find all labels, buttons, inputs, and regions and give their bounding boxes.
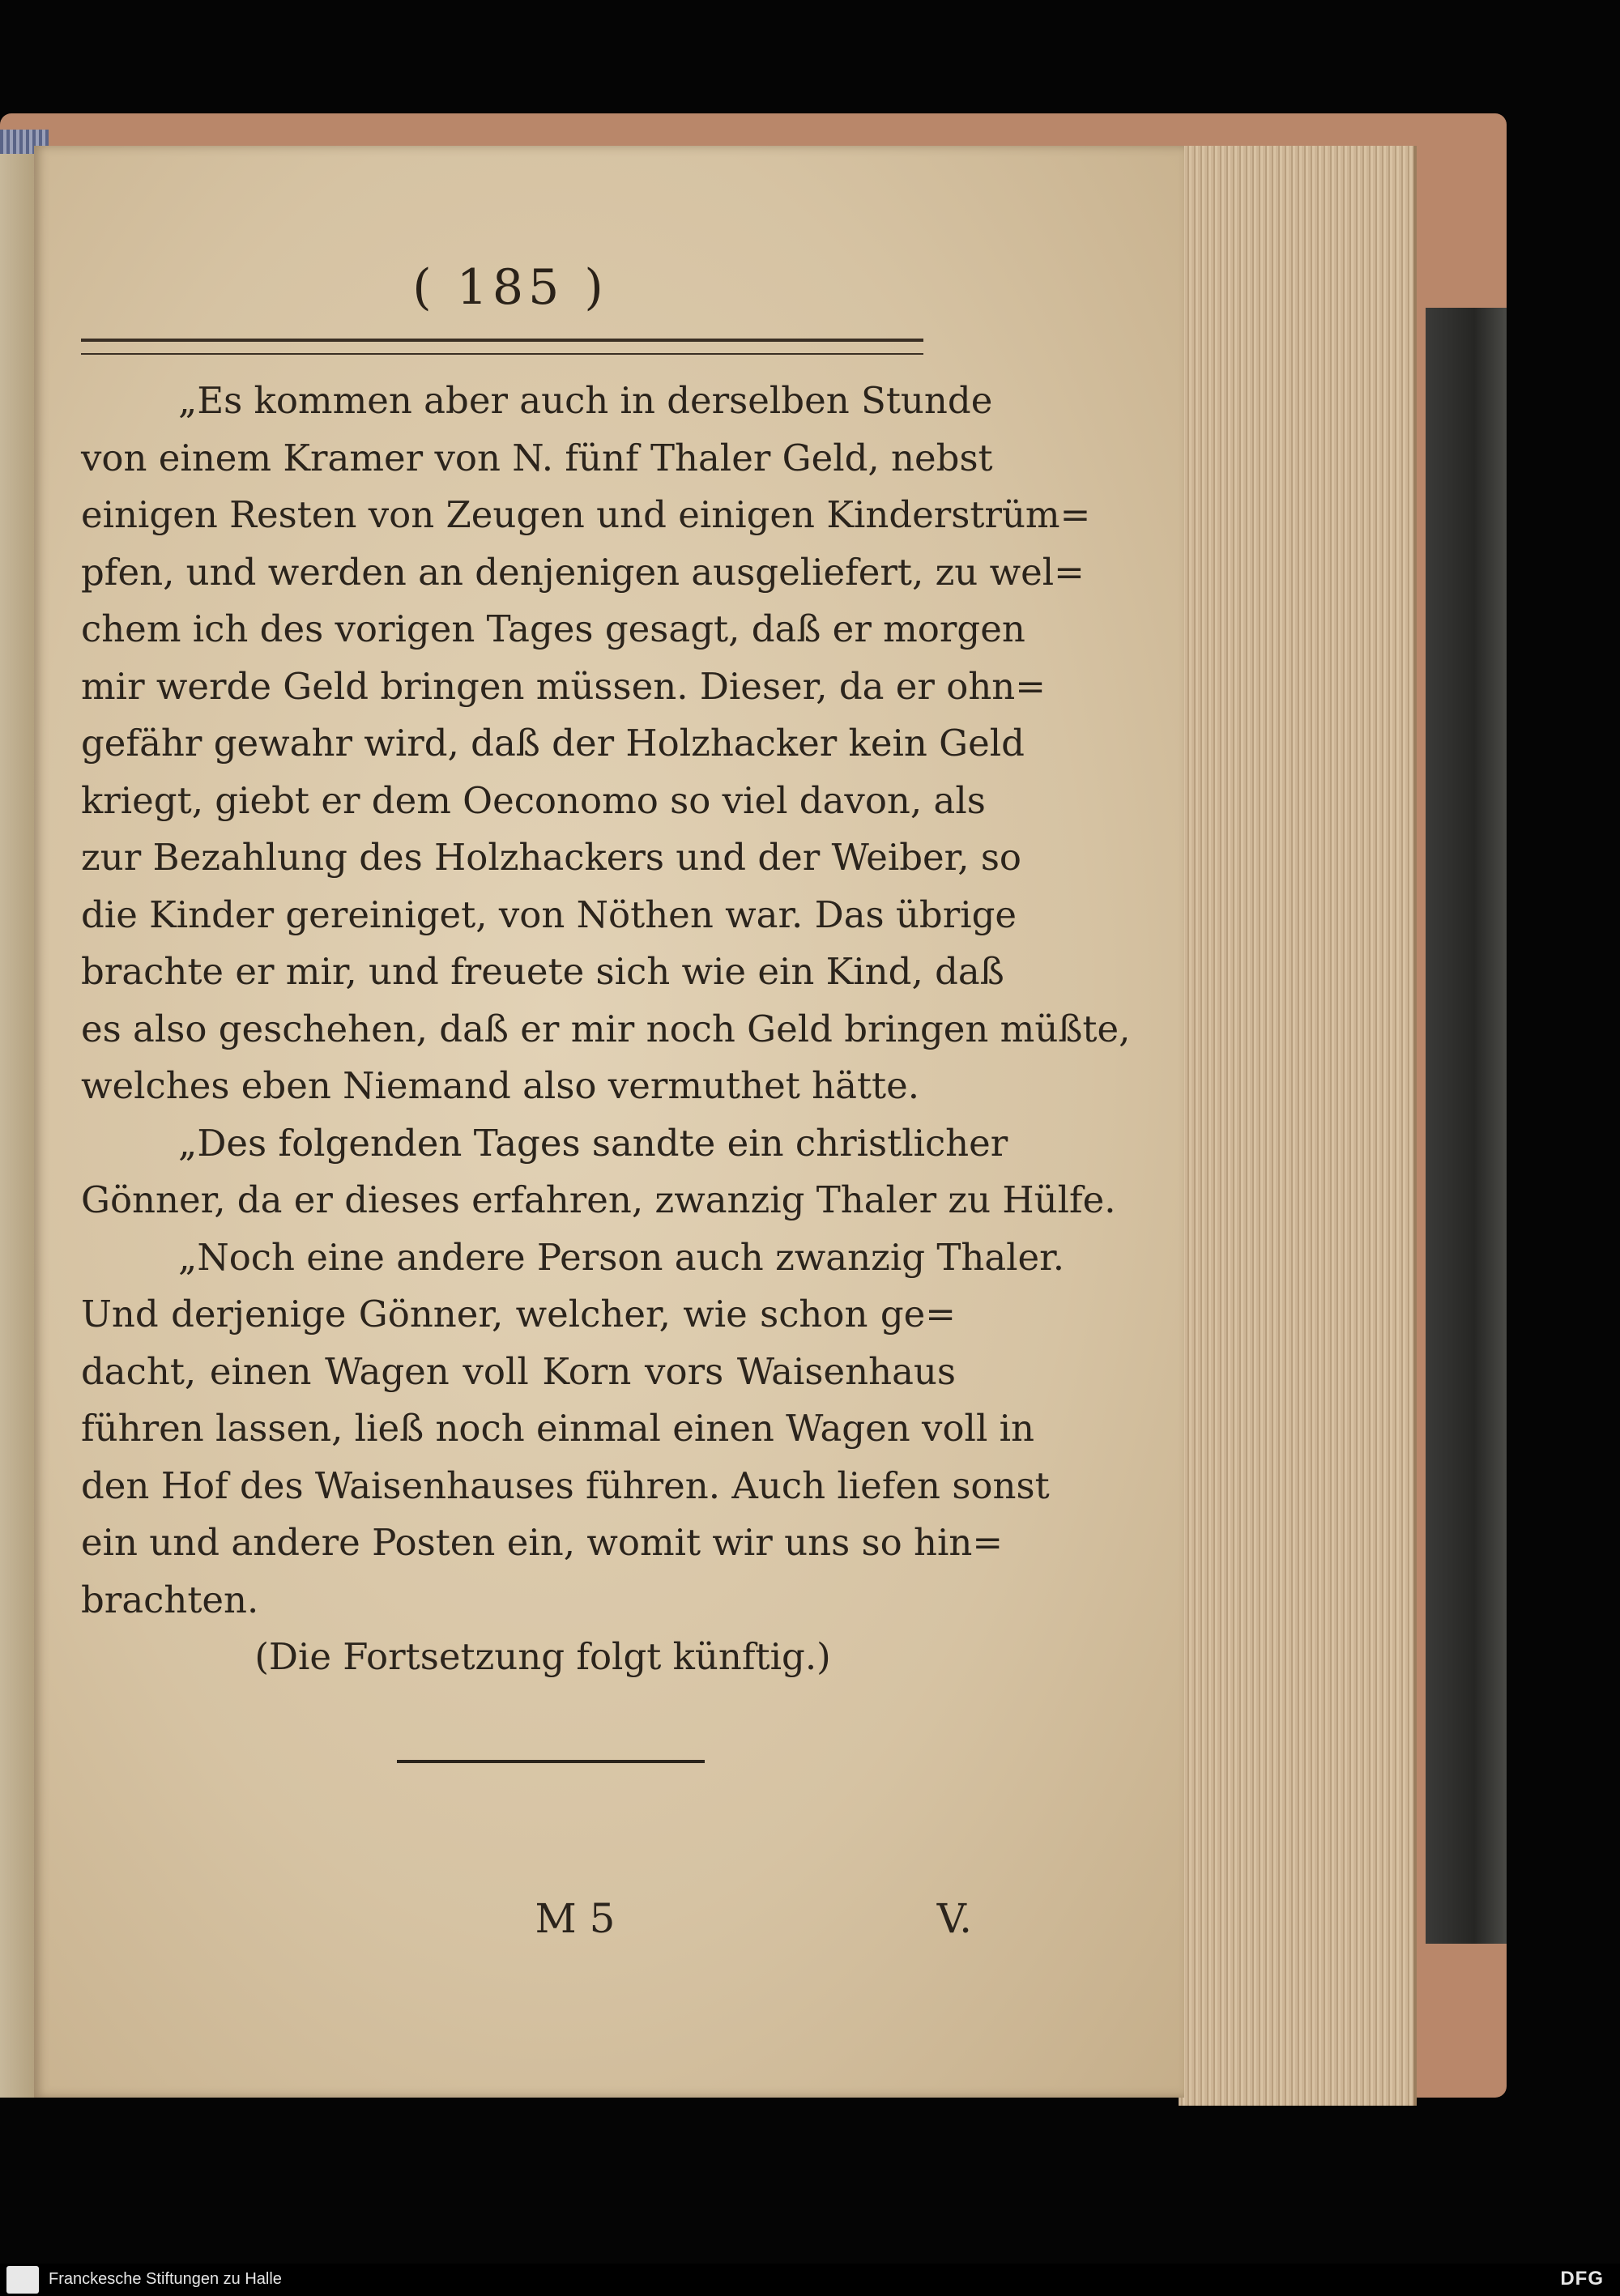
header-rule (81, 339, 923, 355)
institution-name: Franckesche Stiftungen zu Halle (49, 2270, 282, 2288)
catchword: V. (936, 1895, 972, 1942)
text-line: von einem Kramer von N. fünf Thaler Geld, nebst (81, 436, 993, 479)
text-line: einigen Resten von Zeugen und einigen Kinderstrüm= (81, 493, 1091, 536)
left-page-edge (0, 154, 34, 2098)
text-line: gefähr gewahr wird, daß der Holzhacker kein Geld (81, 722, 1025, 765)
text-line: „Es kommen aber auch in derselben Stunde (178, 379, 993, 422)
dfg-logo: DFG (1560, 2268, 1604, 2290)
page-text (81, 373, 1131, 1686)
page-block-edges (1179, 146, 1417, 2106)
continuation-note: (Die Fortsetzung folgt künftig.) (254, 1635, 831, 1678)
institution-logo-icon (6, 2266, 39, 2294)
text-line: führen lassen, ließ noch einmal einen Wagen voll in (81, 1407, 1035, 1450)
text-line: pfen, und werden an denjenigen ausgeliefert, zu wel= (81, 550, 1085, 594)
text-line: welches eben Niemand also vermuthet hätte. (81, 1064, 920, 1107)
text-line: brachten. (81, 1578, 259, 1621)
text-line: brachte er mir, und freuete sich wie ein Kind, daß (81, 950, 1004, 993)
text-line: Gönner, da er dieses erfahren, zwanzig Thaler zu Hülfe. (81, 1178, 1116, 1221)
text-line: es also geschehen, daß er mir noch Geld bringen müßte, (81, 1007, 1131, 1050)
text-line: die Kinder gereiniget, von Nöthen war. Das übrige (81, 892, 1017, 936)
text-line: mir werde Geld bringen müssen. Dieser, da er ohn= (81, 664, 1046, 708)
text-line: dacht, einen Wagen voll Korn vors Waisenhaus (81, 1349, 956, 1393)
text-line: Und derjenige Gönner, welcher, wie schon ge= (81, 1293, 956, 1335)
signature-mark: M 5 (535, 1895, 616, 1942)
closing-rule (397, 1760, 705, 1763)
text-line: „Des folgenden Tages sandte ein christlicher (178, 1121, 1008, 1165)
text-line: zur Bezahlung des Holzhackers und der Weiber, so (81, 836, 1022, 879)
text-line: den Hof des Waisenhauses führen. Auch liefen sonst (81, 1463, 1050, 1507)
text-line: „Noch eine andere Person auch zwanzig Thaler. (178, 1235, 1065, 1279)
text-line: chem ich des vorigen Tages gesagt, daß er morgen (81, 607, 1025, 650)
text-line: kriegt, giebt er dem Oeconomo so viel davon, als (81, 778, 986, 822)
text-line: ein und andere Posten ein, womit wir uns so hin= (81, 1521, 1004, 1564)
page-number: ( 185 ) (412, 259, 608, 316)
book-binding-edge (1426, 308, 1507, 1944)
